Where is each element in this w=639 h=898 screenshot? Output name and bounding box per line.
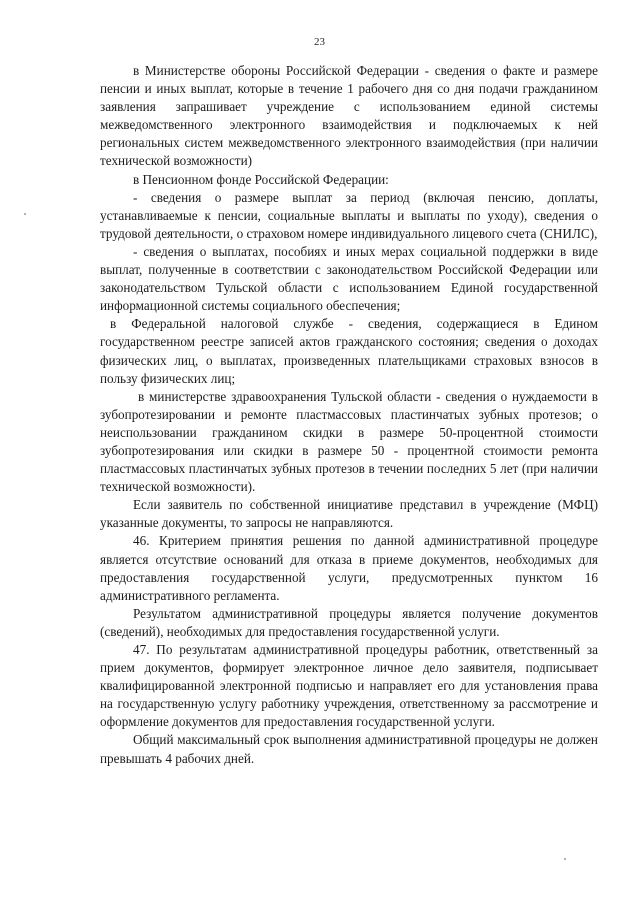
paragraph-procedure-result: Результатом административной процедуры является получение документов (сведений), необходимых для предоставления государственной услуги. [100,605,598,639]
paragraph-social-support-payments: - сведения о выплатах, пособиях и иных мерах социальной поддержки в виде выплат, полученные в соответствии с законодательством Российской Федерации или законодательством Тульской области с использованием Единой государственной информационной системы социального обеспечения; [100,243,598,314]
paragraph-applicant-initiative: Если заявитель по собственной инициативе представил в учреждение (МФЦ) указанные документы, то запросы не направляются. [100,497,598,531]
paragraph-ministry-defense: в Министерстве обороны Российской Федерации - сведения о факте и размере пенсии и иных выплат, которые в течение 1 рабочего дня со дня подачи гражданином заявления запрашивает учреждение с использованием единой системы межведомственного электронного взаимодействия и подключаемых к ней региональных систем межведомственного электронного взаимодействия (при наличии технической возможности) [100,63,598,169]
paragraph-health-ministry: в министерстве здравоохранения Тульской области - сведения о нуждаемости в зубопротезировании и ремонте пластмассовых пластинчатых зубных протезов; о неиспользовании гражданином скидки в размере 50-процентной стоимости зубопротезирования или скидки в размере 50 - процентной стоимости ремонта пластмассовых пластинчатых зубных протезов в течении последних 5 лет (при наличии технической возможности). [100,388,598,495]
document-body [100,62,598,768]
paragraph-pension-fund-payments: - сведения о размере выплат за период (включая пенсию, доплаты, устанавливаемые к пенсии, социальные выплаты и выплаты по уходу), сведения о трудовой деятельности, о страховом номере индивидуального лицевого счета (СНИЛС), [100,189,598,241]
scan-speck [564,858,566,860]
page-number: 23 [314,36,325,48]
paragraph-item-46: 46. Критерием принятия решения по данной административной процедуре является отсутствие оснований для отказа в приеме документов, необходимых для предоставления государственной услуги, предусмотренных пунктом 16 административного регламента. [100,533,598,603]
scan-speck [24,213,26,215]
paragraph-tax-service: в Федеральной налоговой службе - сведения, содержащиеся в Едином государственном реестре записей актов гражданского состояния; сведения о доходах физических лиц, о выплатах, произведенных плательщиками страховых взносов в пользу физических лиц; [100,316,598,386]
paragraph-pension-fund-heading: в Пенсионном фонде Российской Федерации: [133,171,389,187]
paragraph-item-47: 47. По результатам административной процедуры работник, ответственный за прием документов, формирует электронное личное дело заявителя, подписывает квалифицированной электронной подписью и направляет его для установления права на государственную услугу работнику учреждения, ответственному за рассмотрение и оформление документов для предоставления государственной услуги. [100,642,598,730]
paragraph-max-duration: Общий максимальный срок выполнения административной процедуры не должен превышать 4 рабочих дней. [100,732,598,766]
